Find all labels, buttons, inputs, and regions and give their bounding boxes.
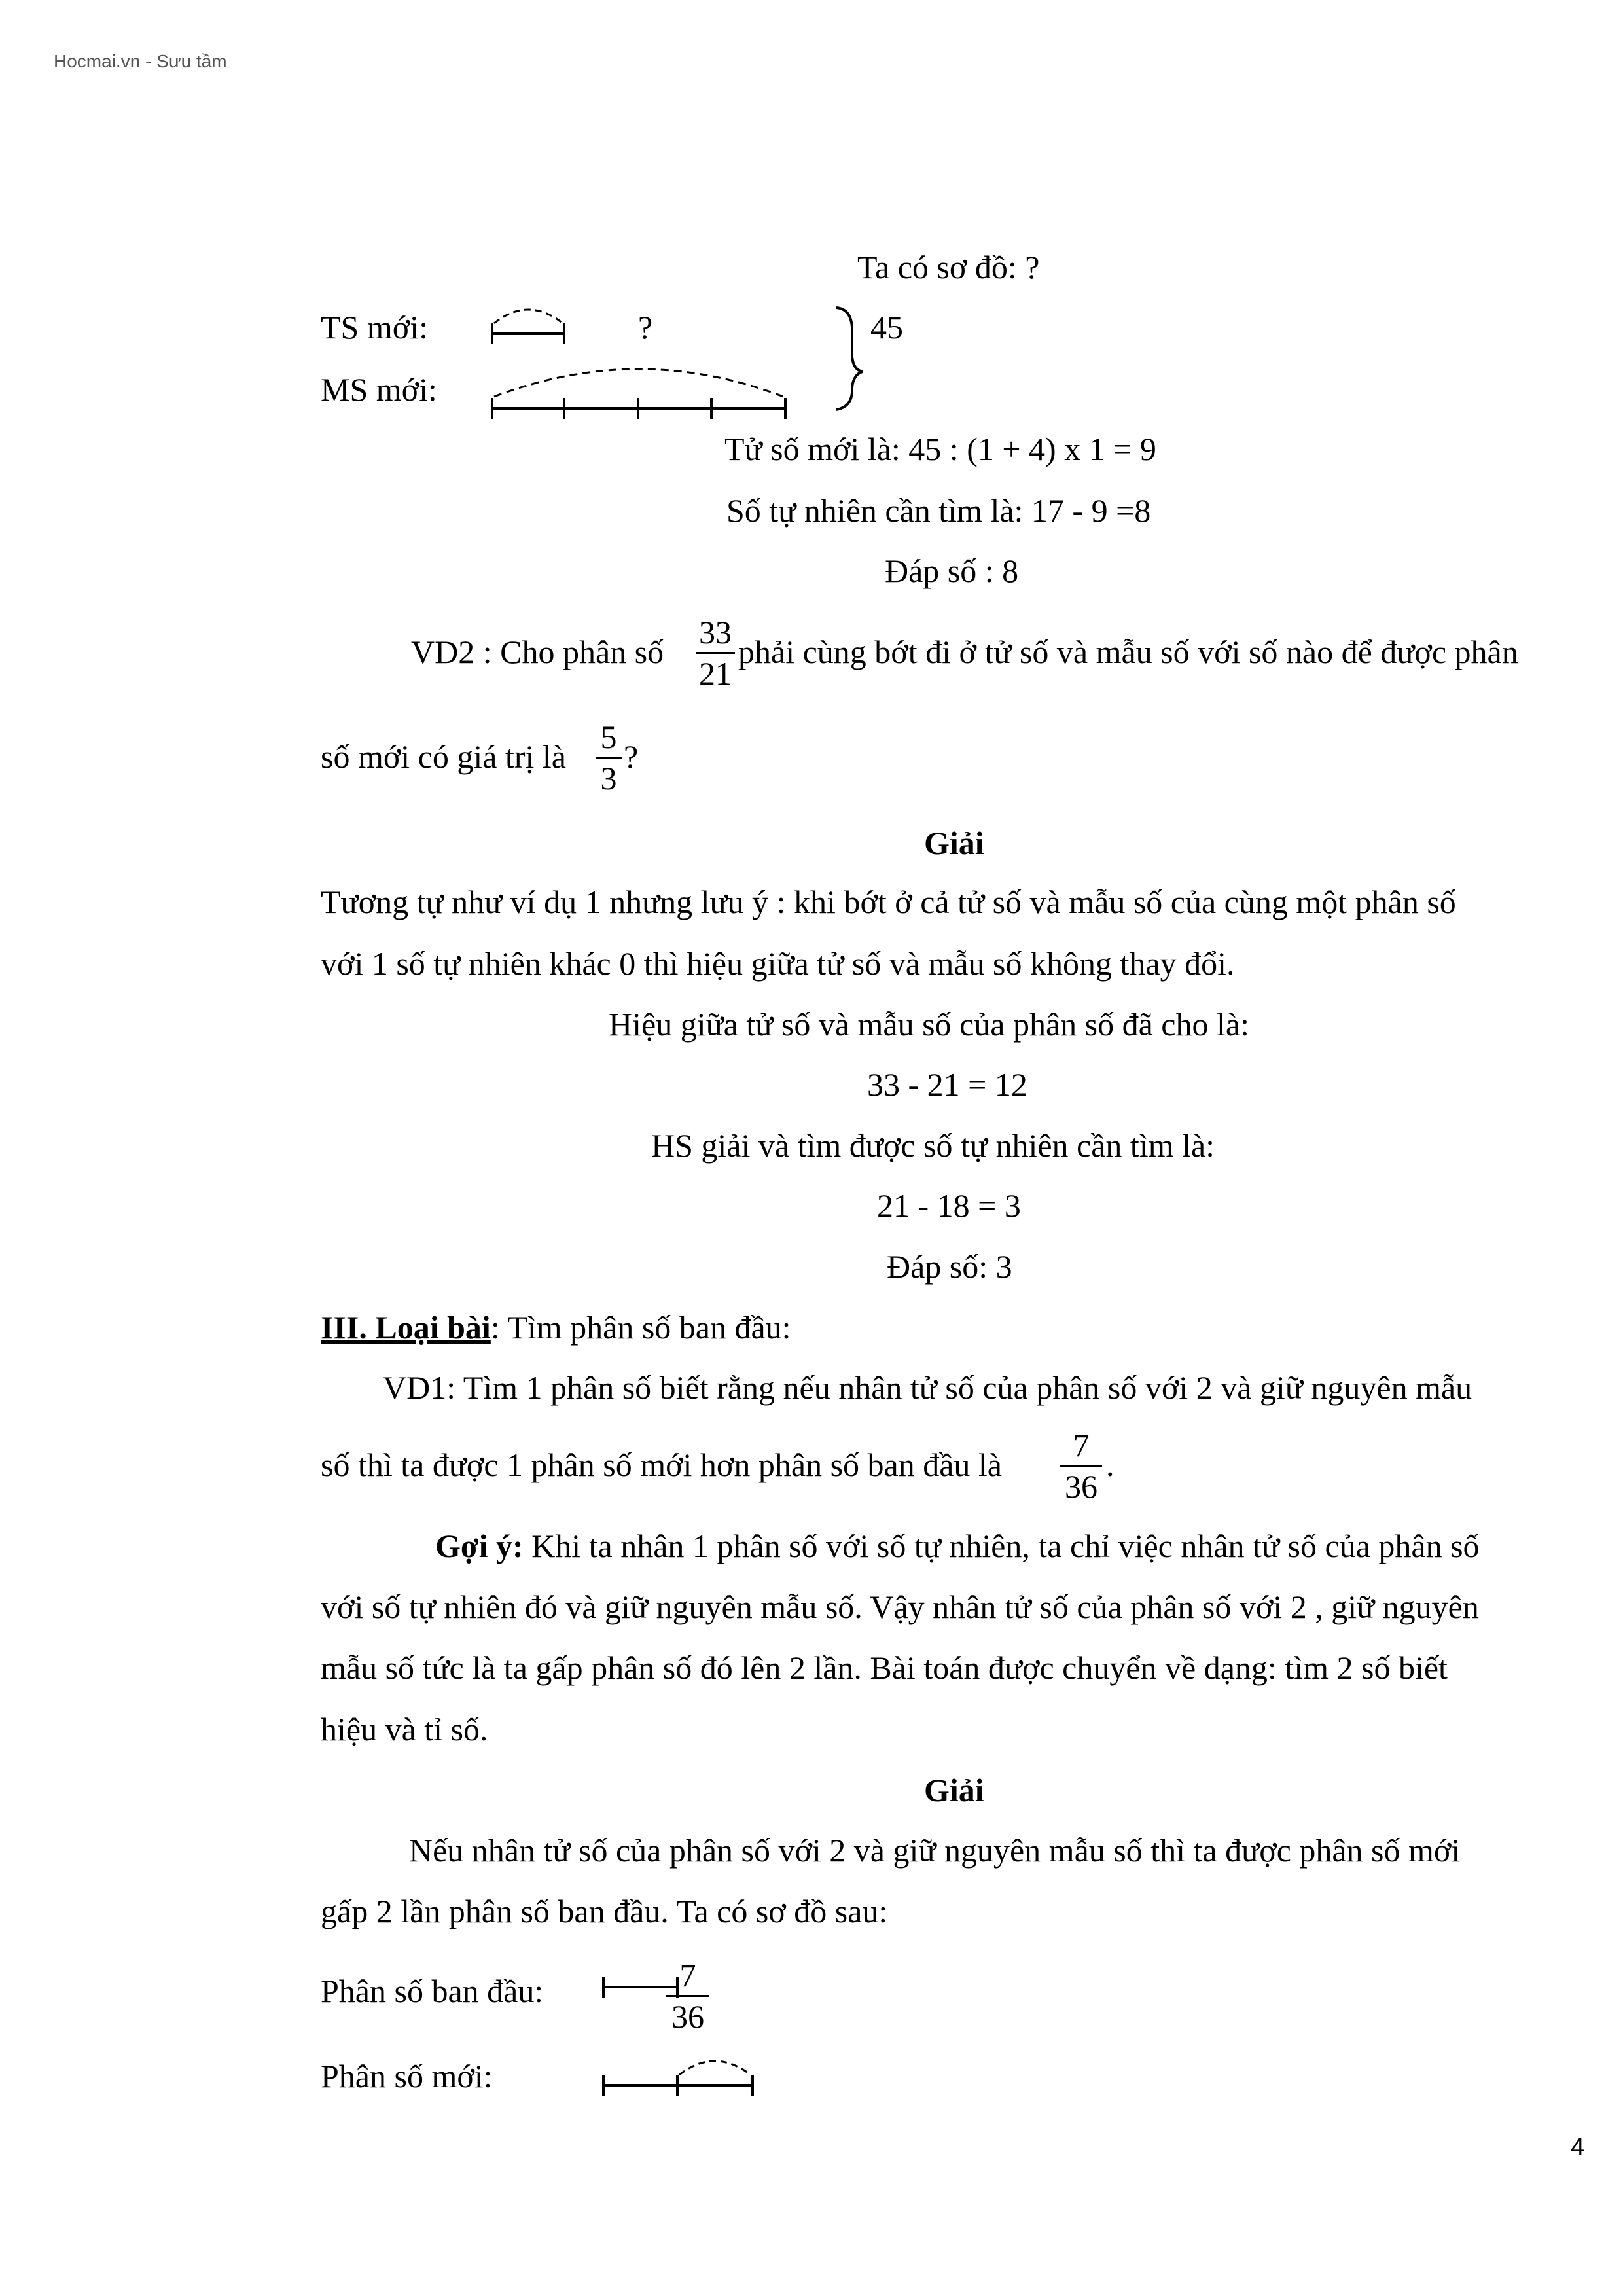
vd2-part2: phải cùng bớt đi ở tử số và mẫu số với số nào để được phân	[738, 634, 1518, 670]
page-number: 4	[1571, 2134, 1585, 2161]
vd1b-line2: số thì ta được 1 phân số mới hơn phân số ban đầu là	[321, 1446, 1002, 1483]
hint-label: Gợi ý:	[435, 1528, 524, 1564]
original-fraction-bar	[603, 1977, 677, 1998]
diagram-title: Ta có sơ đồ: ?	[857, 249, 1040, 285]
question-mark: ?	[638, 309, 653, 346]
sol2-line4: 33 - 21 = 12	[867, 1066, 1027, 1103]
header-source: Hocmai.vn - Sưu tầm	[54, 51, 227, 71]
sol2-line3: Hiệu giữa tử số và mẫu số của phân số đã cho là:	[609, 1006, 1249, 1043]
vd2-part3: số mới có giá trị là	[321, 738, 566, 775]
diagram2-label1: Phân số ban đầu:	[321, 1973, 544, 2009]
calc1-answer: Đáp số : 8	[885, 552, 1019, 589]
hint-line2: với số tự nhiên đó và giữ nguyên mẫu số. Vậy nhân tử số của phân số với 2 , giữ nguyên	[321, 1588, 1479, 1625]
sol2-line1: Tương tự như ví dụ 1 nhưng lưu ý : khi bớt ở cả tử số và mẫu số của cùng một phân số	[321, 884, 1456, 920]
giai-heading-1: Giải	[924, 825, 984, 861]
section3-heading: III. Loại bài	[321, 1309, 491, 1346]
ts-label: TS mới:	[321, 309, 428, 346]
vd2-part1: VD2 : Cho phân số	[411, 634, 664, 670]
fraction-numerator: 7	[679, 1957, 696, 1994]
fraction-numerator: 7	[1073, 1427, 1090, 1463]
sol2-line5: HS giải và tìm được số tự nhiên cần tìm là:	[651, 1127, 1215, 1164]
fraction-denominator: 36	[1065, 1468, 1097, 1505]
sol2-answer: Đáp số: 3	[887, 1248, 1012, 1285]
sol2-line6: 21 - 18 = 3	[877, 1187, 1021, 1224]
fraction-numerator: 5	[600, 719, 617, 755]
fraction-denominator: 36	[671, 1998, 704, 2035]
fraction-denominator: 3	[600, 760, 617, 797]
sol3-line2: gấp 2 lần phân số ban đầu. Ta có sơ đồ sau:	[321, 1893, 888, 1929]
calc1-line2: Số tự nhiên cần tìm là: 17 - 9 =8	[726, 492, 1151, 529]
vd2-part4: ?	[624, 738, 639, 775]
hint-line4: hiệu và tỉ số.	[321, 1711, 488, 1748]
hint-text1: Khi ta nhân 1 phân số với số tự nhiên, ta chỉ việc nhân tử số của phân số	[523, 1528, 1480, 1564]
vd1b-end: .	[1106, 1446, 1115, 1483]
hint-line3: mẫu số tức là ta gấp phân số đó lên 2 lần. Bài toán được chuyển về dạng: tìm 2 số biết	[321, 1649, 1448, 1686]
ms-label: MS mới:	[321, 371, 437, 408]
calc1-line1: Tử số mới là: 45 : (1 + 4) x 1 = 9	[724, 431, 1156, 467]
total-value: 45	[870, 309, 903, 346]
diagram2-label2: Phân số mới:	[321, 2058, 493, 2094]
giai-heading-2: Giải	[924, 1772, 984, 1808]
section3-rest: : Tìm phân số ban đầu:	[490, 1309, 791, 1346]
fraction-denominator: 21	[699, 655, 732, 692]
sol2-line2: với 1 số tự nhiên khác 0 thì hiệu giữa tử số và mẫu số không thay đổi.	[321, 945, 1235, 982]
vd1b-line1: VD1: Tìm 1 phân số biết rằng nếu nhân tử số của phân số với 2 và giữ nguyên mẫu	[383, 1369, 1472, 1406]
sol3-line1: Nếu nhân tử số của phân số với 2 và giữ nguyên mẫu số thì ta được phân số mới	[409, 1832, 1461, 1869]
new-fraction-bar	[603, 2061, 753, 2096]
fraction-numerator: 33	[699, 614, 732, 651]
